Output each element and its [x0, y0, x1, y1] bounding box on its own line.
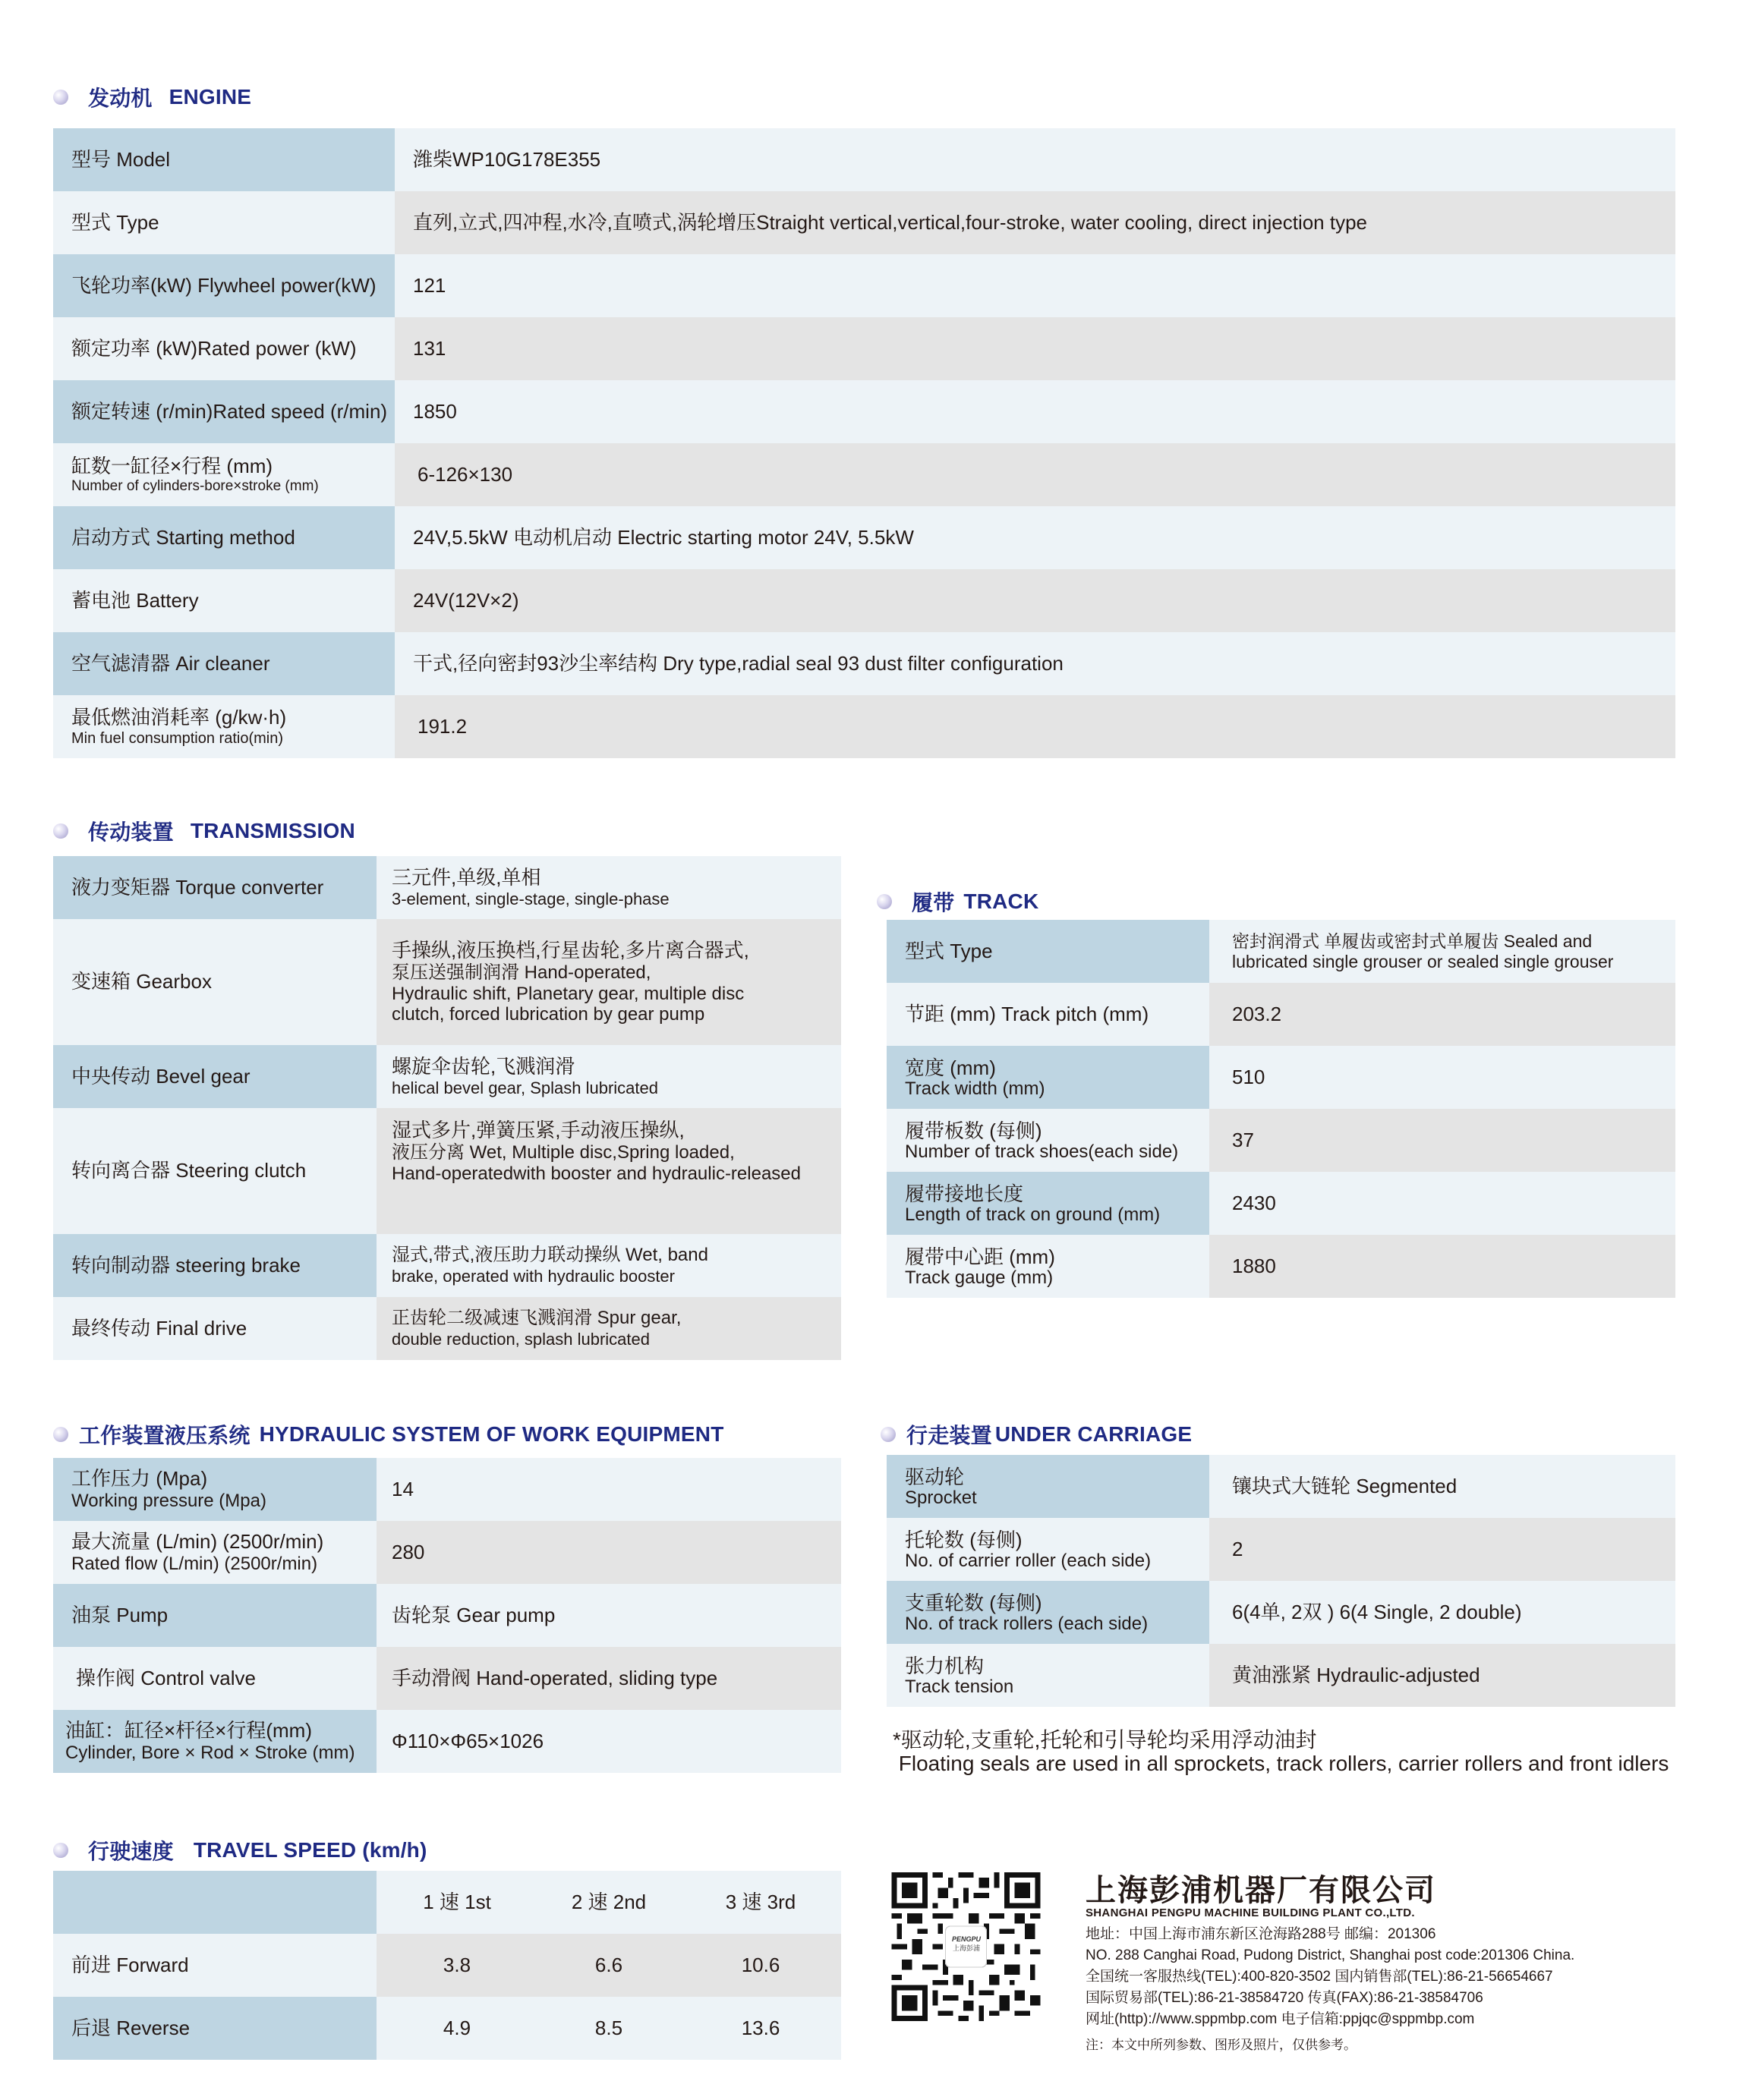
hydraulic-section-title: 工作装置液压系统 HYDRAULIC SYSTEM OF WORK EQUIPMENT: [53, 1419, 724, 1450]
address-en: NO. 288 Canghai Road, Pudong District, Shanghai post code:201306 China.: [1086, 1947, 1575, 1963]
transmission-table: [53, 856, 841, 1360]
transmission-row-torque-converter: 液力变矩器 Torque converter 三元件,单级,单相 3-element, single-stage, single-phase: [53, 856, 841, 919]
speed-header-1st: 1 速 1st: [423, 1890, 491, 1913]
engine-row-rated-power: 额定功率 (kW)Rated power (kW) 131: [53, 317, 1675, 380]
engine-row-flywheel-power: 飞轮功率(kW) Flywheel power(kW) 121: [53, 254, 1675, 317]
disclaimer-note: 注：本文中所列参数、图形及照片，仅供参考。: [1086, 2038, 1357, 2052]
engine-model-value: 潍柴WP10G178E355: [413, 147, 601, 171]
undercarriage-row-track-tension: 张力机构 Track tension 黄油涨紧 Hydraulic-adjusted: [887, 1644, 1675, 1707]
engine-row-starting-method: 启动方式 Starting method 24V,5.5kW 电动机启动 Electric starting motor 24V, 5.5kW: [53, 506, 1675, 569]
bullet-icon: [53, 90, 68, 105]
company-info: [1086, 1875, 1574, 2056]
engine-row-fuel-consumption: 最低燃油消耗率 (g/kw·h) Min fuel consumption ratio(min) 191.2: [53, 695, 1675, 758]
bullet-icon: [53, 823, 68, 839]
engine-row-cylinders: 缸数一缸径×行程 (mm) Number of cylinders-bore×stroke (mm) 6-126×130: [53, 443, 1675, 506]
company-name-en: SHANGHAI PENGPU MACHINE BUILDING PLANT CO.,LTD.: [1086, 1906, 1415, 1919]
speed-header-2nd: 2 速 2nd: [571, 1890, 647, 1913]
track-section-title: 履带 TRACK: [877, 886, 1038, 917]
track-table: [887, 920, 1675, 1298]
transmission-row-final-drive: 最终传动 Final drive 正齿轮二级减速飞溅润滑 Spur gear, double reduction, splash lubricated: [53, 1297, 841, 1360]
phone-line-1: 全国统一客服热线(TEL):400-820-3502 国内销售部(TEL):86-21-56654667: [1086, 1969, 1553, 1985]
qr-logo: PENGPU 上海彭浦: [951, 1935, 981, 1952]
track-row-width: 宽度 (mm) Track width (mm) 510: [887, 1046, 1675, 1109]
hydraulic-row-working-pressure: 工作压力 (Mpa) Working pressure (Mpa) 14: [53, 1458, 841, 1521]
hydraulic-table: [53, 1458, 841, 1773]
transmission-row-steering-brake: 转向制动器 steering brake 湿式,带式,液压助力联动操纵 Wet, band brake, operated with hydraulic booster: [53, 1234, 841, 1297]
qr-code[interactable]: [891, 1872, 1041, 2021]
travel-speed-table: [53, 1871, 841, 2060]
transmission-section-title: 传动装置 TRANSMISSION: [53, 816, 355, 846]
track-row-type: 型式 Type 密封润滑式 单履齿或密封式单履齿 Sealed and lubricated single grouser or sealed single grouser: [887, 920, 1675, 983]
bullet-icon: [53, 1843, 68, 1858]
engine-table: [53, 128, 1675, 758]
engine-row-rated-speed: 额定转速 (r/min)Rated speed (r/min) 1850: [53, 380, 1675, 443]
hydraulic-row-control-valve: 操作阀 Control valve 手动滑阀 Hand-operated, sliding type: [53, 1647, 841, 1710]
hydraulic-row-pump: 油泵 Pump 齿轮泵 Gear pump: [53, 1584, 841, 1647]
speed-header-3rd: 3 速 3rd: [725, 1890, 796, 1913]
travel-speed-header-row: [53, 1871, 841, 1934]
hydraulic-row-rated-flow: 最大流量 (L/min) (2500r/min) Rated flow (L/min) (2500r/min) 280: [53, 1521, 841, 1584]
engine-section-title: 发动机 ENGINE: [53, 82, 251, 112]
bullet-icon: [881, 1427, 896, 1442]
undercarriage-row-carrier-roller: 托轮数 (每侧) No. of carrier roller (each side) 2: [887, 1518, 1675, 1581]
track-row-pitch: 节距 (mm) Track pitch (mm) 203.2: [887, 983, 1675, 1046]
company-name-cn: 上海彭浦机器厂有限公司: [1086, 1874, 1436, 1907]
travel-speed-section-title: 行驶速度 TRAVEL SPEED (km/h): [53, 1835, 427, 1865]
engine-row-air-cleaner: 空气滤清器 Air cleaner 干式,径向密封93沙尘率结构 Dry type,radial seal 93 dust filter configuration: [53, 632, 1675, 695]
undercarriage-row-track-rollers: 支重轮数 (每侧) No. of track rollers (each side) 6(4单, 2双 ) 6(4 Single, 2 double): [887, 1581, 1675, 1644]
address-cn: 地址：中国上海市浦东新区沧海路288号 邮编：201306: [1086, 1926, 1436, 1942]
floating-seal-footnote: *驱动轮,支重轮,托轮和引导轮均采用浮动油封 Floating seals are used in all sprockets, track rollers, carrier rollers and front idlers: [893, 1728, 1669, 1775]
travel-speed-row-forward: 前进 Forward 3.8 6.6 10.6: [53, 1934, 841, 1997]
engine-row-battery: 蓄电池 Battery 24V(12V×2): [53, 569, 1675, 632]
engine-row-model: 型号 Model 潍柴WP10G178E355: [53, 128, 1675, 191]
transmission-row-gearbox: 变速箱 Gearbox 手操纵,液压换档,行星齿轮,多片离合器式, 泵压送强制润滑 Hand-operated, Hydraulic shift, Planetary gear, multiple disc clutch, forced lubrication by gear pump: [53, 919, 841, 1045]
web-email-link[interactable]: 网址(http)://www.sppmbp.com 电子信箱:ppjqc@sppmbp.com: [1086, 2011, 1475, 2027]
undercarriage-section-title: 行走装置 UNDER CARRIAGE: [881, 1419, 1192, 1450]
transmission-row-bevel-gear: 中央传动 Bevel gear 螺旋伞齿轮,飞溅润滑 helical bevel gear, Splash lubricated: [53, 1045, 841, 1108]
track-row-shoes: 履带板数 (每侧) Number of track shoes(each side) 37: [887, 1109, 1675, 1172]
track-row-length-on-ground: 履带接地长度 Length of track on ground (mm) 2430: [887, 1172, 1675, 1235]
transmission-row-steering-clutch: 转向离合器 Steering clutch 湿式多片,弹簧压紧,手动液压操纵, 液压分离 Wet, Multiple disc,Spring loaded, Hand-operatedwith booster and hydraulic-released: [53, 1108, 841, 1234]
travel-speed-row-reverse: 后退 Reverse 4.9 8.5 13.6: [53, 1997, 841, 2060]
undercarriage-table: [887, 1455, 1675, 1707]
undercarriage-row-sprocket: 驱动轮 Sprocket 镶块式大链轮 Segmented: [887, 1455, 1675, 1518]
track-row-gauge: 履带中心距 (mm) Track gauge (mm) 1880: [887, 1235, 1675, 1298]
bullet-icon: [53, 1427, 68, 1442]
hydraulic-row-cylinder: 油缸：缸径×杆径×行程(mm) Cylinder, Bore × Rod × Stroke (mm) Φ110×Φ65×1026: [53, 1710, 841, 1773]
bullet-icon: [877, 894, 892, 909]
engine-row-type: 型式 Type 直列,立式,四冲程,水冷,直喷式,涡轮增压Straight vertical,vertical,four-stroke, water cooling, direct injection type: [53, 191, 1675, 254]
phone-line-2: 国际贸易部(TEL):86-21-38584720 传真(FAX):86-21-38584706: [1086, 1990, 1483, 2006]
